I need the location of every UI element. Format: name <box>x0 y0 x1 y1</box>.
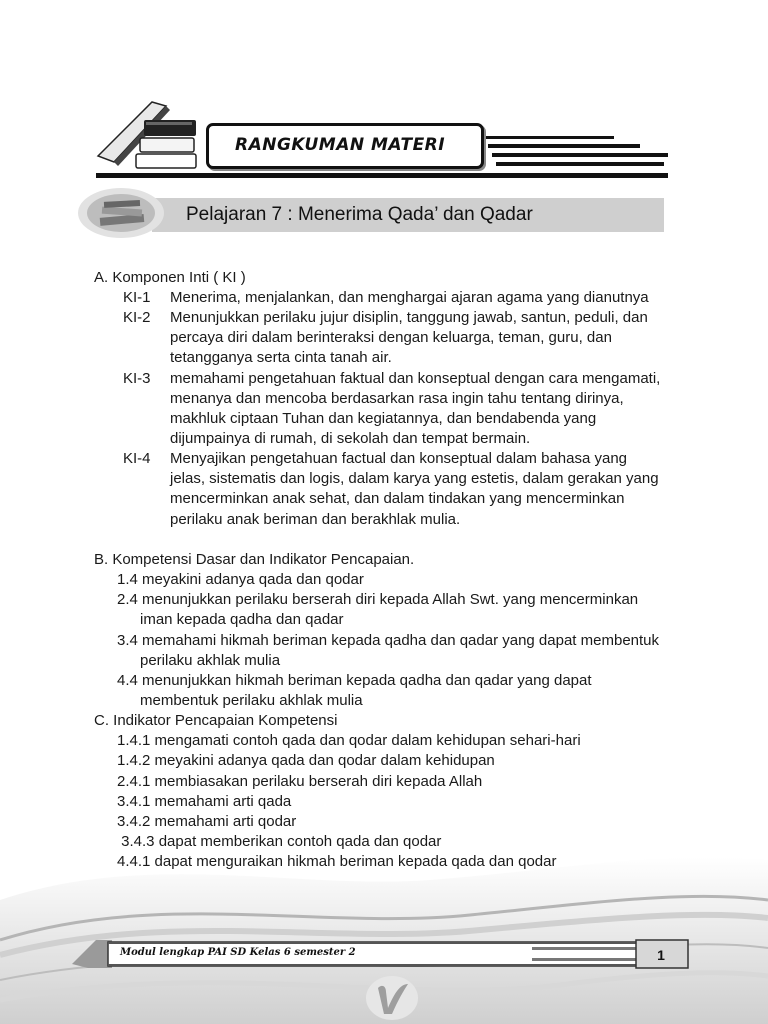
page-number: 1 <box>657 947 665 963</box>
indicator-item: 3.4.1 memahami arti qada <box>117 793 292 810</box>
ki-text-line: jelas, sistematis dan logis, dalam karya yang estetis, dalam gerakan yang <box>170 470 659 487</box>
kd-item-line: iman kepada qadha dan qadar <box>140 611 344 628</box>
indicator-item: 1.4.2 meyakini adanya qada dan qodar dalam kehidupan <box>117 752 495 769</box>
banner-title: RANGKUMAN MATERI <box>235 135 446 155</box>
indicator-item: 1.4.1 mengamati contoh qada dan qodar dalam kehidupan sehari-hari <box>117 732 581 749</box>
kd-item-line: perilaku akhlak mulia <box>140 652 281 669</box>
indicator-item: 4.4.1 dapat menguraikan hikmah beriman kepada qada dan qodar <box>117 853 557 870</box>
ki-text-line: memahami pengetahuan faktual dan konseptual dengan cara mengamati, <box>170 370 661 387</box>
ki-text-line: Menunjukkan perilaku jujur disiplin, tanggung jawab, santun, peduli, dan <box>170 309 648 326</box>
indicator-item: 2.4.1 membiasakan perilaku berserah diri kepada Allah <box>117 773 483 790</box>
ki-text-line: menanya dan mencoba berdasarkan rasa ingin tahu tentang dirinya, <box>170 390 624 407</box>
lesson-title-bar <box>152 198 664 232</box>
ki-code: KI-2 <box>123 309 151 326</box>
ki-text-line: Menyajikan pengetahuan factual dan konseptual dalam bahasa yang <box>170 450 628 467</box>
kd-item-line: 1.4 meyakini adanya qada dan qodar <box>117 571 364 588</box>
section-c-heading: C. Indikator Pencapaian Kompetensi <box>94 712 338 729</box>
ki-text-line: perilaku anak beriman dan berakhlak mulia. <box>170 511 461 528</box>
kd-item-line: 2.4 menunjukkan perilaku berserah diri kepada Allah Swt. yang mencerminkan <box>117 591 639 608</box>
publisher-logo-icon <box>360 968 424 1024</box>
banner-title-box <box>206 123 484 169</box>
lesson-title: Pelajaran 7 : Menerima Qada’ dan Qadar <box>186 204 533 225</box>
kd-item-line: 3.4 memahami hikmah beriman kepada qadha dan qadar yang dapat membentuk <box>117 632 660 649</box>
ki-code: KI-4 <box>123 450 151 467</box>
kd-item-line: 4.4 menunjukkan hikmah beriman kepada qadha dan qadar yang dapat <box>117 672 592 689</box>
indicator-item: 3.4.3 dapat memberikan contoh qada dan qodar <box>117 833 442 850</box>
ki-text-line: percaya diri dalam berinteraksi dengan keluarga, teman, guru, dan <box>170 329 612 346</box>
module-footer-text: Modul lengkap PAI SD Kelas 6 semester 2 <box>120 947 356 958</box>
ki-code: KI-3 <box>123 370 151 387</box>
ki-text-line: Menerima, menjalankan, dan menghargai ajaran agama yang dianutnya <box>170 289 649 306</box>
ki-text-line: mencerminkan anak sehat, dan dalam tindakan yang mencerminkan <box>170 490 625 507</box>
indicator-item: 3.4.2 memahami arti qodar <box>117 813 297 830</box>
ki-code: KI-1 <box>123 289 151 306</box>
book-stack-icon <box>76 186 166 240</box>
section-b-heading: B. Kompetensi Dasar dan Indikator Pencapaian. <box>94 551 415 568</box>
ki-text-line: tetangganya serta cinta tanah air. <box>170 349 392 366</box>
section-a-heading: A. Komponen Inti ( KI ) <box>94 269 246 286</box>
kd-item-line: membentuk perilaku akhlak mulia <box>140 692 363 709</box>
ki-text-line: dijumpainya di rumah, di sekolah dan tempat bermain. <box>170 430 531 447</box>
ki-text-line: makhluk ciptaan Tuhan dan kegiatannya, dan bendabenda yang <box>170 410 597 427</box>
